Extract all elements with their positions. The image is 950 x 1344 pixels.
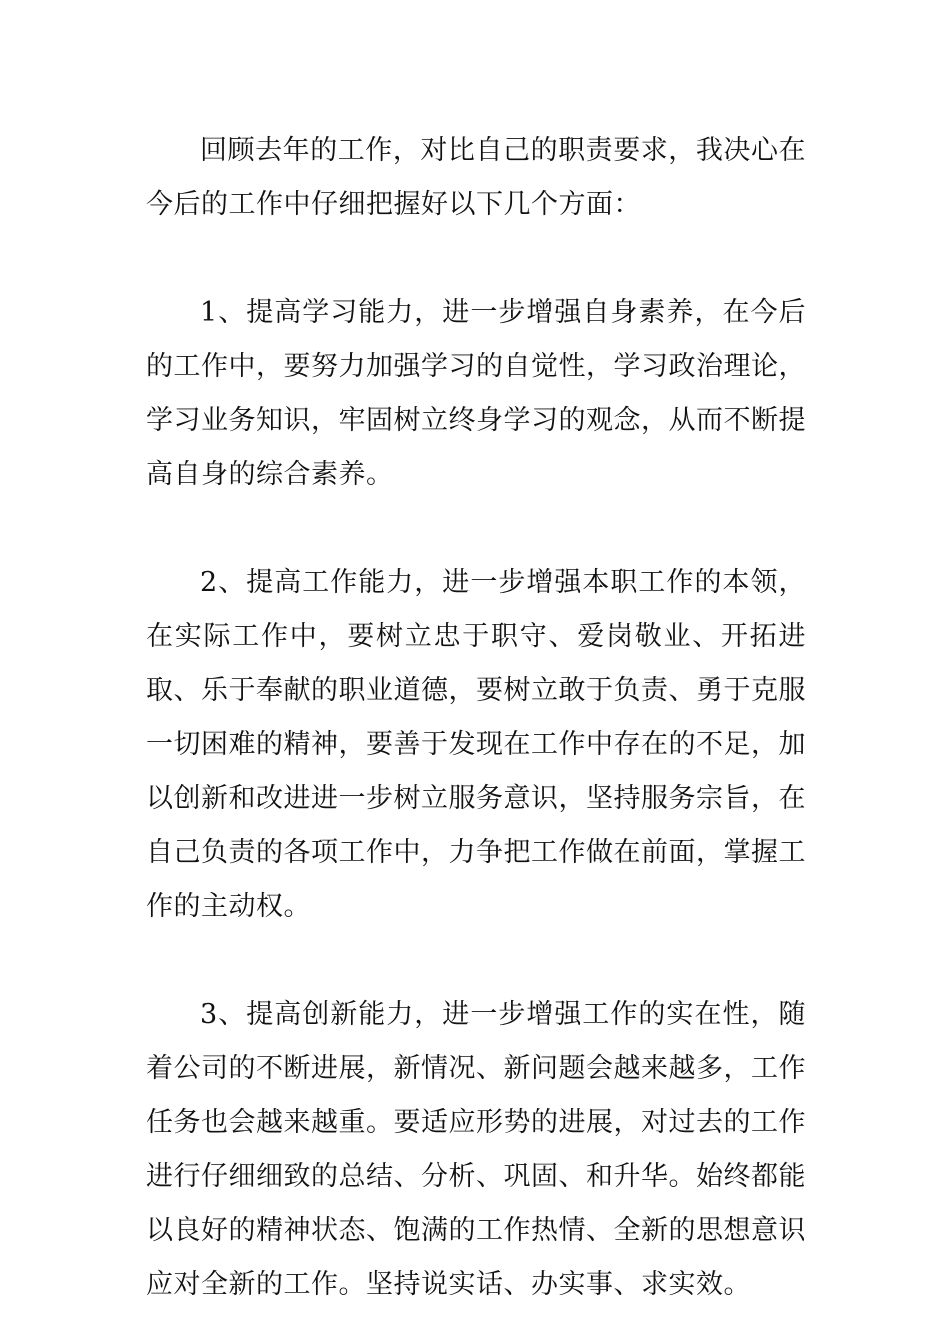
paragraph-intro: 回顾去年的工作，对比自己的职责要求，我决心在今后的工作中仔细把握好以下几个方面： [146,135,806,220]
paragraph-work-ability: 2、提高工作能力，进一步增强本职工作的本领，在实际工作中，要树立忠于职守、爱岗敬业、开拓进取、乐于奉献的职业道德，要树立敢于负责、勇于克服一切困难的精神，要善于发现在工作中存在的不足，加以创新和改进进一步树立服务意识，坚持服务宗旨，在自己负责的各项工作中，力争把工作做在前面，掌握工作的主动权。 [146,567,806,922]
paragraph-innovation-ability: 3、提高创新能力，进一步增强工作的实在性，随着公司的不断进展，新情况、新问题会越来越多，工作任务也会越来越重。要适应形势的进展，对过去的工作进行仔细细致的总结、分析、巩固、和升华。始终都能以良好的精神状态、饱满的工作热情、全新的思想意识应对全新的工作。坚持说实话、办实事、求实效。 [146,999,806,1300]
document-body [146,124,806,1312]
paragraph-learning-ability: 1、提高学习能力，进一步增强自身素养，在今后的工作中，要努力加强学习的自觉性，学习政治理论，学习业务知识，牢固树立终身学习的观念，从而不断提高自身的综合素养。 [146,297,806,490]
